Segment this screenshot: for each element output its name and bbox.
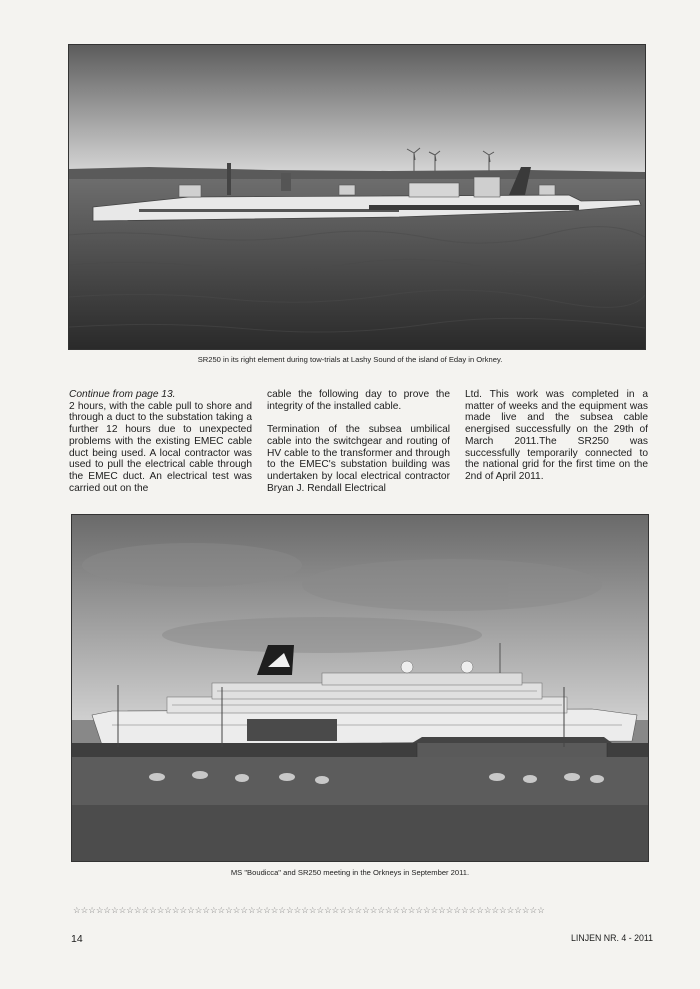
article-column-3 <box>465 389 648 494</box>
issue-label: LINJEN NR. 4 - 2011 <box>571 933 653 943</box>
photo-caption: MS "Boudicca" and SR250 meeting in the Orkneys in September 2011. <box>230 868 470 877</box>
page-number: 14 <box>71 933 83 945</box>
paragraph: 2 hours, with the cable pull to shore and through a duct to the substation taking a further 12 hours due to unexpected problems with the existing EMEC cable duct being used. A local contractor was used to pull the electrical cable through the EMEC duct. An electrical test was carried out on the <box>69 400 252 494</box>
photo-caption: SR250 in its right element during tow-trials at Lashy Sound of the island of Eday in Orkney. <box>197 355 503 364</box>
article-column-1 <box>69 389 252 506</box>
star-divider: ☆☆☆☆☆☆☆☆☆☆☆☆☆☆☆☆☆☆☆☆☆☆☆☆☆☆☆☆☆☆☆☆☆☆☆☆☆☆☆☆☆☆☆☆☆☆☆☆☆☆☆☆☆☆☆☆☆☆☆☆☆☆ <box>73 905 545 915</box>
photo-sr250-tow-trials <box>68 44 646 350</box>
paragraph: Termination of the subsea umbilical cable into the switchgear and routing of HV cable to the transformer and through to the EMEC's substation building was undertaken by local electrical contractor Bryan J. Rendall Electrical <box>267 424 450 494</box>
paragraph: cable the following day to prove the integrity of the installed cable. <box>267 389 450 412</box>
continued-from-note: Continue from page 13. <box>69 389 176 400</box>
article-column-2 <box>267 389 450 506</box>
photo-boudicca-and-sr250 <box>71 514 649 862</box>
paragraph: Ltd. This work was completed in a matter of weeks and the equipment was made live and the subsea cable energised successfully on the 29th of March 2011.The SR250 was successfully temporarily connected to the national grid for the first time on the 2nd of April 2011. <box>465 389 648 482</box>
